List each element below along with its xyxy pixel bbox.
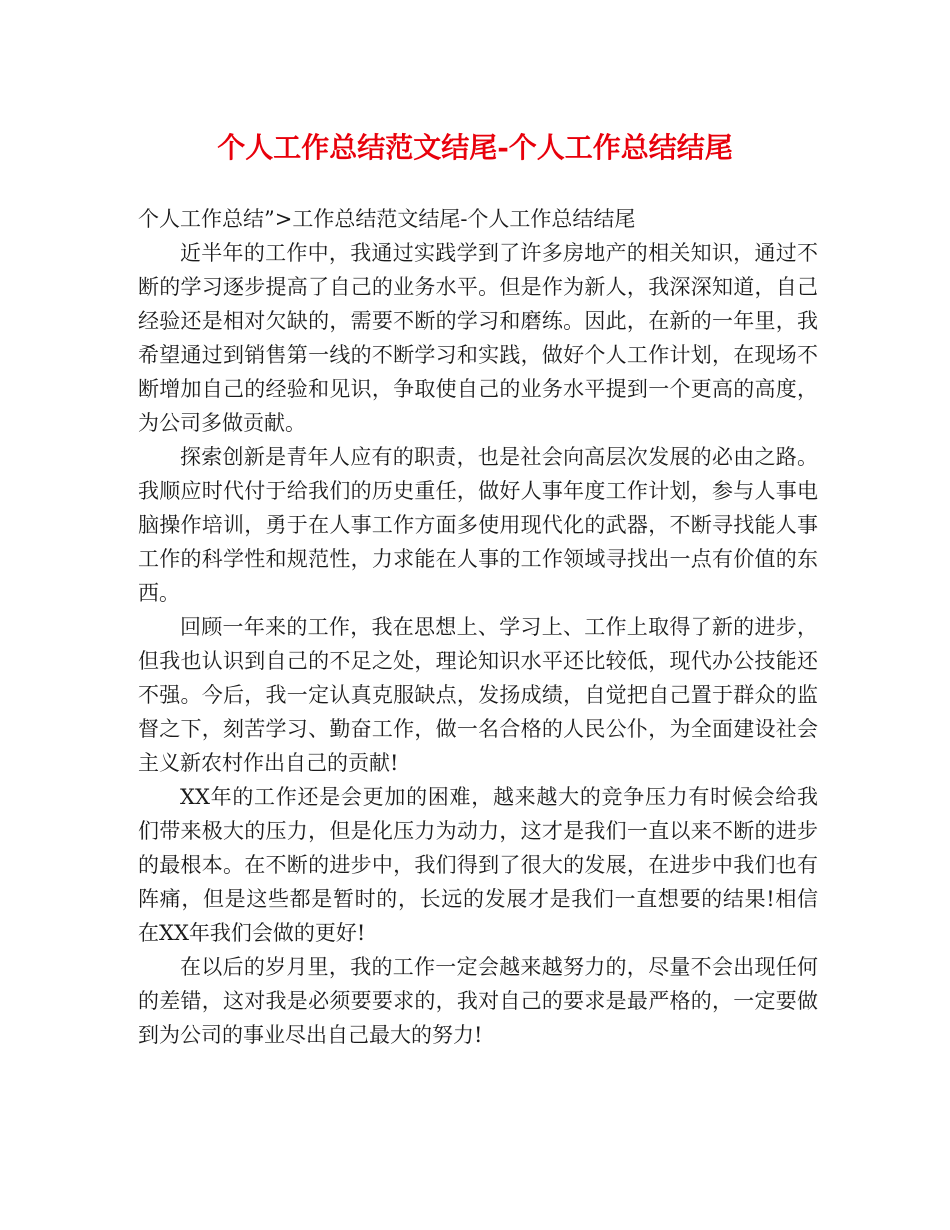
document-title: 个人工作总结范文结尾-个人工作总结结尾 xyxy=(217,131,733,164)
paragraph-2: 探索创新是青年人应有的职责，也是社会向高层次发展的必由之路。我顺应时代付于给我们的历史重任，做好人事年度工作计划，参与人事电脑操作培训，勇于在人事工作方面多使用现代化的武器，不断寻找能人事工作的科学性和规范性，力求能在人事的工作领域寻找出一点有价值的东西。 xyxy=(138,445,818,605)
paragraph-4: XX年的工作还是会更加的困难，越来越大的竞争压力有时候会给我们带来极大的压力，但是化压力为动力，这才是我们一直以来不断的进步的最根本。在不断的进步中，我们得到了很大的发展，在进步中我们也有阵痛，但是这些都是暂时的，长远的发展才是我们一直想要的结果!相信在XX年我们会做的更好! xyxy=(138,785,818,945)
breadcrumb-line: 个人工作总结”>工作总结范文结尾-个人工作总结结尾 xyxy=(138,207,636,231)
paragraph-5: 在以后的岁月里，我的工作一定会越来越努力的，尽量不会出现任何的差错，这对我是必须要要求的，我对自己的要求是最严格的，一定要做到为公司的事业尽出自己最大的努力! xyxy=(138,955,818,1047)
paragraph-3: 回顾一年来的工作，我在思想上、学习上、工作上取得了新的进步，但我也认识到自己的不足之处，理论知识水平还比较低，现代办公技能还不强。今后，我一定认真克服缺点，发扬成绩，自觉把自己置于群众的监督之下，刻苦学习、勤奋工作，做一名合格的人民公仆，为全面建设社会主义新农村作出自己的贡献! xyxy=(138,615,818,775)
paragraph-1: 近半年的工作中，我通过实践学到了许多房地产的相关知识，通过不断的学习逐步提高了自己的业务水平。但是作为新人，我深深知道，自己经验还是相对欠缺的，需要不断的学习和磨练。因此，在新的一年里，我希望通过到销售第一线的不断学习和实践，做好个人工作计划，在现场不断增加自己的经验和见识，争取使自己的业务水平提到一个更高的高度，为公司多做贡献。 xyxy=(138,241,818,435)
document-body xyxy=(138,202,818,1052)
